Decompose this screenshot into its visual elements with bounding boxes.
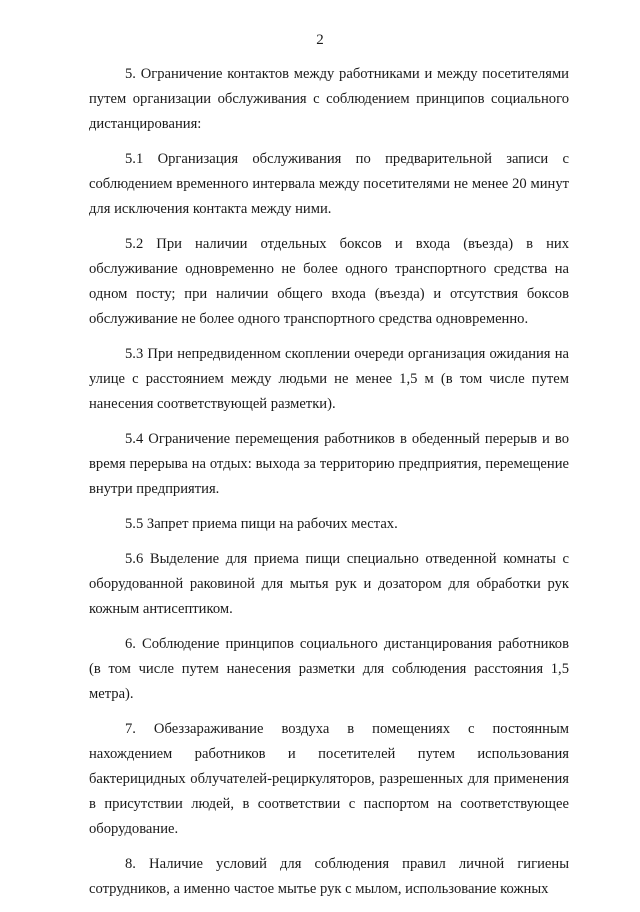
paragraph-7: 7. Обеззараживание воздуха в помещениях с постоянным нахождением работников и посетителей путем использования бактерицидных облучателей-рециркуляторов, разрешенных для применения в присутствии людей, в соответствии с паспортом на соответствующее оборудование. — [89, 721, 569, 837]
paragraph-5-5: 5.5 Запрет приема пищи на рабочих местах. — [125, 516, 398, 532]
paragraph-5-6: 5.6 Выделение для приема пищи специально отведенной комнаты с оборудованной раковиной для мытья рук и дозатором для обработки рук кожным антисептиком. — [89, 551, 569, 617]
paragraph-5-4: 5.4 Ограничение перемещения работников в обеденный перерыв и во время перерыва на отдых: выхода за территорию предприятия, перемещение внутри предприятия. — [89, 431, 569, 497]
paragraph-5: 5. Ограничение контактов между работниками и между посетителями путем организации обслуживания с соблюдением принципов социального дистанцирования: — [89, 66, 569, 132]
paragraph-5-3: 5.3 При непредвиденном скоплении очереди организация ожидания на улице с расстоянием между людьми не менее 1,5 м (в том числе путем нанесения соответствующей разметки). — [89, 346, 569, 412]
page-number: 2 — [316, 32, 324, 48]
document-body — [89, 62, 569, 912]
paragraph-8: 8. Наличие условий для соблюдения правил личной гигиены сотрудников, а именно частое мытье рук с мылом, использование кожных — [89, 856, 569, 897]
paragraph-5-2: 5.2 При наличии отдельных боксов и входа (въезда) в них обслуживание одновременно не более одного транспортного средства на одном посту; при наличии общего входа (въезда) и отсутствия боксов обслуживание не более одного транспортного средства одновременно. — [89, 236, 569, 327]
paragraph-6: 6. Соблюдение принципов социального дистанцирования работников (в том числе путем нанесения разметки для соблюдения расстояния 1,5 метра). — [89, 636, 569, 702]
paragraph-5-1: 5.1 Организация обслуживания по предварительной записи с соблюдением временного интервала между посетителями не менее 20 минут для исключения контакта между ними. — [89, 151, 569, 217]
